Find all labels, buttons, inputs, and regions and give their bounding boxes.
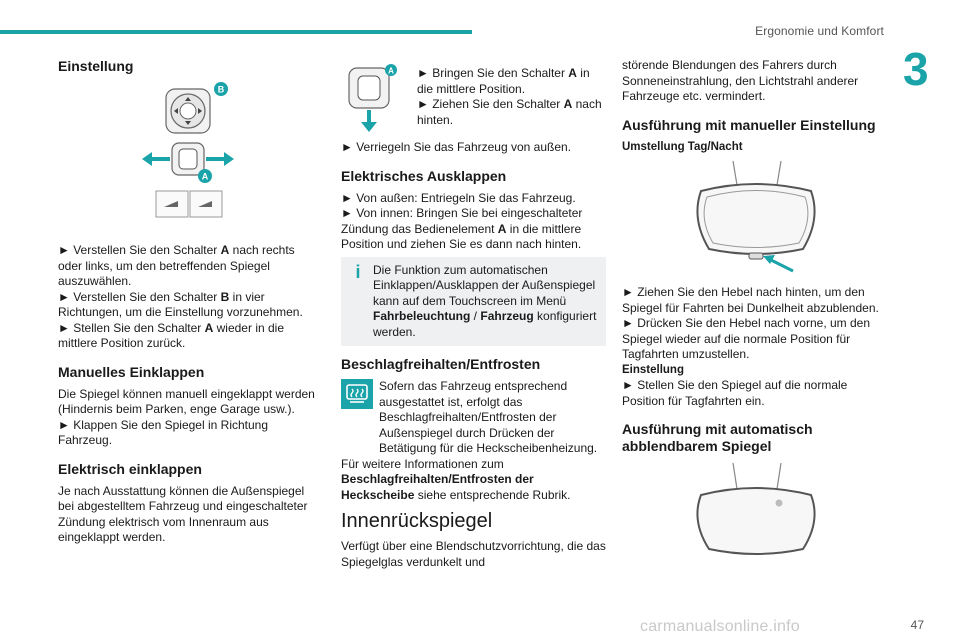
text-paragraph: Verfügt über eine Blendschutzvorrichtung, die das Spiegelglas verdunkelt und	[341, 539, 606, 569]
text-paragraph: ► Verstellen Sie den Schalter A nach rechts oder links, um den betreffenden Spiegel auszuwählen.	[58, 243, 295, 288]
rearview-mirror-manual-figure	[681, 159, 831, 279]
heading-manuelle-einstellung: Ausführung mit manueller Einstellung	[622, 116, 876, 133]
text-paragraph: ► Stellen Sie den Spiegel auf die normale Position für Tagfahrten ein.	[622, 378, 848, 408]
info-box	[341, 257, 606, 347]
chapter-title: Ergonomie und Komfort	[755, 24, 884, 38]
heading-tag-nacht: Umstellung Tag/Nacht	[622, 140, 743, 153]
heading-einstellung: Einstellung	[58, 58, 134, 74]
text-paragraph: Sofern das Fahrzeug entsprechend ausgestattet ist, erfolgt das Beschlagfreihalten/Entfrosten der Außenspiegel durch Drücken der Betätigung für die Heckscheibenheizung.	[379, 379, 598, 455]
switch-pull-figure	[341, 64, 403, 134]
heading-beschlagfreihalten: Beschlagfreihalten/Entfrosten	[341, 356, 541, 372]
heading-elektrisch-einklappen: Elektrisch einklappen	[58, 460, 202, 477]
mirror-switch-figure	[134, 81, 244, 231]
text-paragraph: ► Ziehen Sie den Schalter A nach hinten.	[417, 97, 602, 127]
text-paragraph: Die Spiegel können manuell eingeklappt werden (Hindernis beim Parken, enge Garage usw.).	[58, 386, 315, 416]
column-2	[341, 66, 606, 570]
text-paragraph: ► Stellen Sie den Schalter A wieder in die mittlere Position zurück.	[58, 320, 285, 350]
label-b: B	[217, 84, 225, 95]
heading-elektrisches-ausklappen: Elektrisches Ausklappen	[341, 167, 507, 184]
info-text: Die Funktion zum automatischen Einklappen/Ausklappen der Außenspiegel kann auf dem Touchscreen im Menü Fahrbeleuchtung / Fahrzeug konfiguriert werden.	[373, 262, 597, 339]
heading-automatisch-abblendbar: Ausführung mit automatisch abblendbarem Spiegel	[622, 421, 813, 454]
text-paragraph: ► Verriegeln Sie das Fahrzeug von außen.	[341, 140, 572, 154]
text-paragraph: ► Von außen: Entriegeln Sie das Fahrzeug.	[341, 190, 576, 205]
chapter-number: 3	[903, 43, 929, 95]
text-paragraph: ► Klappen Sie den Spiegel in Richtung Fahrzeug.	[58, 417, 269, 447]
text-paragraph: Je nach Ausstattung können die Außenspiegel bei abgestelltem Fahrzeug und eingeschalteter Zündung elektrisch vom Innenraum aus eingeklappt werden.	[58, 483, 308, 544]
text-paragraph: ► Von innen: Bringen Sie bei eingeschalteter Zündung das Bedienelement A in die mittlere Position und ziehen Sie es dann nach hinten.	[341, 206, 583, 251]
heading-innenrueckspiegel: Innenrückspiegel	[341, 510, 493, 532]
column-1	[58, 58, 320, 546]
header-accent-bar	[0, 30, 472, 34]
heading-manuelles-einklappen: Manuelles Einklappen	[58, 363, 205, 380]
label-a: A	[388, 66, 394, 76]
watermark: carmanualsonline.info	[640, 618, 800, 635]
text-paragraph: Für weitere Informationen zum Beschlagfreihalten/Entfrosten der Heckscheibe siehe entsprechende Rubrik.	[341, 456, 571, 502]
text-paragraph: ► Drücken Sie den Hebel nach vorne, um den Spiegel wieder auf die normale Position für Tagfahrten umzustellen.	[622, 316, 871, 361]
label-a: A	[201, 171, 209, 182]
rearview-mirror-auto-figure	[681, 461, 831, 556]
text-paragraph: störende Blendungen des Fahrers durch Sonneneinstrahlung, den Lichtstrahl anderer Fahrzeuge etc. vermindert.	[622, 58, 859, 103]
defrost-icon	[341, 379, 373, 409]
text-paragraph: ► Bringen Sie den Schalter A in die mittlere Position.	[417, 66, 590, 96]
page-number: 47	[910, 618, 924, 632]
heading-einstellung: Einstellung	[622, 363, 684, 376]
info-icon: i	[355, 261, 361, 282]
text-paragraph: ► Verstellen Sie den Schalter B in vier Richtungen, um die Einstellung vorzunehmen.	[58, 289, 303, 319]
text-paragraph: ► Ziehen Sie den Hebel nach hinten, um den Spiegel für Fahrten bei Dunkelheit abzublenden.	[622, 285, 879, 315]
column-3	[622, 58, 890, 556]
